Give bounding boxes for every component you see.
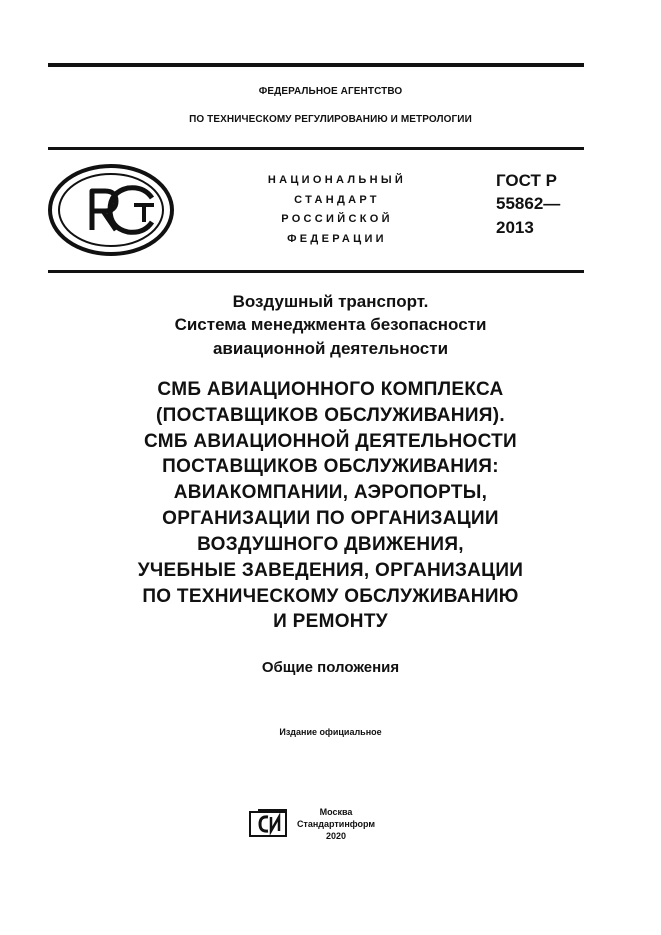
gost-prefix: ГОСТ Р (496, 171, 557, 190)
subtitle-line-3: авиационной деятельности (212, 338, 449, 358)
title-line-7: ВОЗДУШНОГО ДВИЖЕНИЯ, (197, 533, 464, 555)
publisher-name: Стандартинформ (296, 819, 376, 830)
rst-certification-mark-icon (48, 164, 174, 256)
title-line-6: ОРГАНИЗАЦИИ ПО ОРГАНИЗАЦИИ (162, 508, 499, 530)
national-line-1: НАЦИОНАЛЬНЫЙ (267, 174, 407, 186)
gost-number: 55862— (496, 194, 561, 214)
agency-line-2: ПО ТЕХНИЧЕСКОМУ РЕГУЛИРОВАНИЮ И МЕТРОЛОГИИ (189, 114, 472, 125)
header-rule (48, 147, 584, 150)
official-edition: Издание официальное (279, 727, 382, 737)
publisher-city: Москва (319, 807, 353, 817)
title-line-8: УЧЕБНЫЕ ЗАВЕДЕНИЯ, ОРГАНИЗАЦИИ (137, 559, 524, 581)
publisher-info (296, 806, 376, 842)
title-line-1: СМБ АВИАЦИОННОГО КОМПЛЕКСА (157, 379, 504, 400)
block-rule (48, 270, 584, 273)
agency-line-1: ФЕДЕРАЛЬНОЕ АГЕНТСТВО (258, 86, 403, 97)
standartinform-logo-icon (248, 808, 288, 838)
national-line-3: РОССИЙСКОЙ (281, 213, 393, 225)
title-line-9: ПО ТЕХНИЧЕСКОМУ ОБСЛУЖИВАНИЮ (142, 585, 519, 607)
document-title (0, 377, 661, 635)
gost-year: 2013 (496, 217, 534, 237)
title-line-2: (ПОСТАВЩИКОВ ОБСЛУЖИВАНИЯ). (156, 404, 505, 426)
publisher-year: 2020 (325, 831, 347, 842)
title-line-5: АВИАКОМПАНИИ, АЭРОПОРТЫ, (173, 482, 488, 504)
document-subtitle (0, 290, 661, 360)
subtitle-line-1: Воздушный транспорт. (232, 292, 429, 311)
title-line-10: И РЕМОНТУ (273, 611, 388, 633)
national-line-4: ФЕДЕРАЦИИ (287, 233, 387, 245)
national-line-2: СТАНДАРТ (294, 194, 380, 206)
general-provisions: Общие положения (261, 659, 400, 676)
title-line-3: СМБ АВИАЦИОННОЙ ДЕЯТЕЛЬНОСТИ (143, 430, 518, 452)
gost-designation (496, 169, 560, 239)
top-rule (48, 63, 584, 67)
subtitle-line-2: Система менеджмента безопасности (174, 315, 487, 335)
title-line-4: ПОСТАВЩИКОВ ОБСЛУЖИВАНИЯ: (162, 456, 499, 478)
